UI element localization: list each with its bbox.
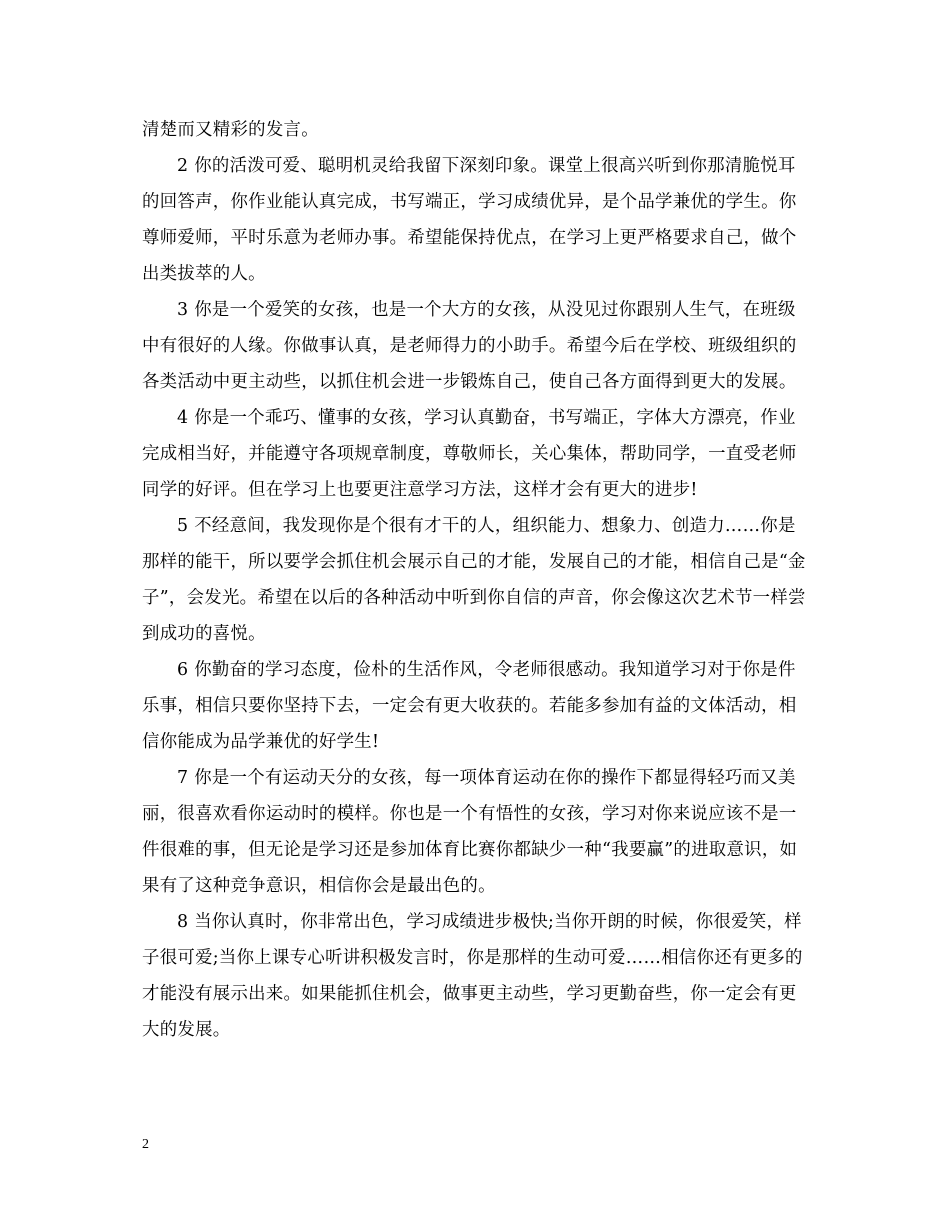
paragraph-comment-4: 4 你是一个乖巧、懂事的女孩，学习认真勤奋，书写端正，字体大方漂亮，作业完成相当好，并能遵守各项规章制度，尊敬师长，关心集体，帮助同学，一直受老师同学的好评。但在学习上也要更注意学习方法，这样才会有更大的进步!: [142, 408, 797, 500]
paragraph-comment-3: 3 你是一个爱笑的女孩，也是一个大方的女孩，从没见过你跟别人生气，在班级中有很好的人缘。你做事认真，是老师得力的小助手。希望今后在学校、班级组织的各类活动中更主动些，以抓住机会进一步锻炼自己，使自己各方面得到更大的发展。: [142, 300, 797, 392]
paragraph-comment-8: 8 当你认真时，你非常出色，学习成绩进步极快;当你开朗的时候，你很爱笑，样子很可爱;当你上课专心听讲积极发言时，你是那样的生动可爱……相信你还有更多的才能没有展示出来。如果能抓住机会，做事更主动些，学习更勤奋些，你一定会有更大的发展。: [142, 912, 803, 1040]
paragraph-comment-5: 5 不经意间，我发现你是个很有才干的人，组织能力、想象力、创造力……你是那样的能干，所以要学会抓住机会展示自己的才能，发展自己的才能，相信自己是“金子”，会发光。希望在以后的各种活动中听到你自信的声音，你会像这次艺术节一样尝到成功的喜悦。: [142, 516, 806, 644]
document-body: [142, 112, 810, 1048]
paragraph-comment-2: 2 你的活泼可爱、聪明机灵给我留下深刻印象。课堂上很高兴听到你那清脆悦耳的回答声，你作业能认真完成，书写端正，学习成绩优异，是个品学兼优的学生。你尊师爱师，平时乐意为老师办事。希望能保持优点，在学习上更严格要求自己，做个出类拔萃的人。: [142, 156, 797, 284]
paragraph-continuation: 清楚而又精彩的发言。: [142, 120, 319, 140]
page-number: 2: [142, 1137, 149, 1152]
paragraph-comment-6: 6 你勤奋的学习态度，俭朴的生活作风，令老师很感动。我知道学习对于你是件乐事，相信只要你坚持下去，一定会有更大收获的。若能多参加有益的文体活动，相信你能成为品学兼优的好学生!: [142, 660, 797, 752]
paragraph-comment-7: 7 你是一个有运动天分的女孩，每一项体育运动在你的操作下都显得轻巧而又美丽，很喜欢看你运动时的模样。你也是一个有悟性的女孩，学习对你来说应该不是一件很难的事，但无论是学习还是参加体育比赛你都缺少一种“我要赢”的进取意识，如果有了这种竞争意识，相信你会是最出色的。: [142, 768, 798, 896]
